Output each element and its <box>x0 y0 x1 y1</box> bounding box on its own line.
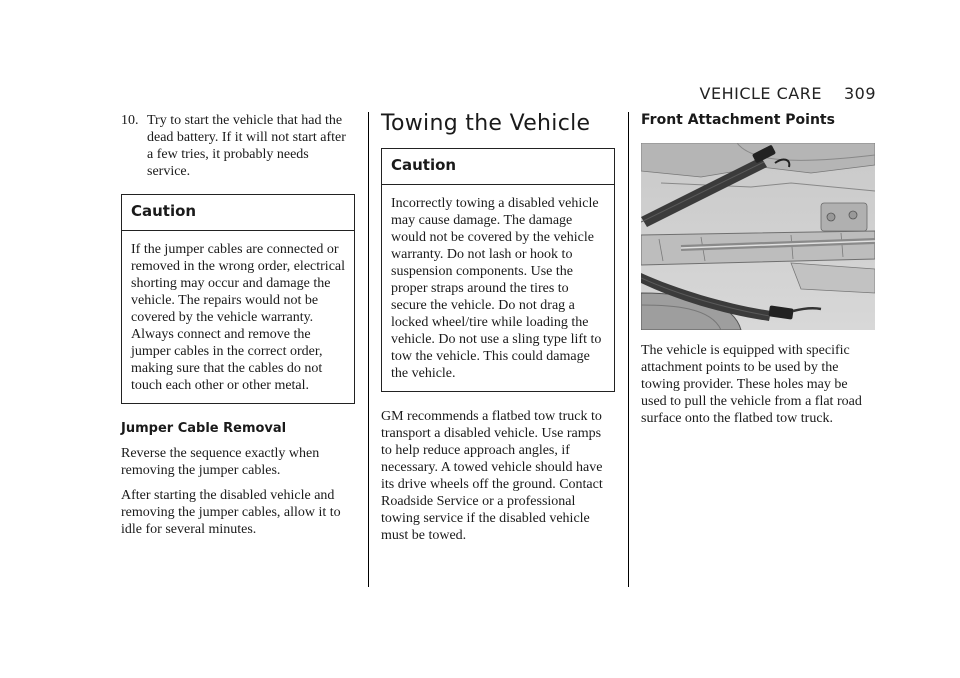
section-name: VEHICLE CARE <box>699 84 822 103</box>
column-divider <box>368 112 369 587</box>
subheading-jumper-cable-removal: Jumper Cable Removal <box>121 421 287 436</box>
column-divider <box>628 112 629 587</box>
section-title-towing: Towing the Vehicle <box>381 111 591 136</box>
step-item <box>121 112 355 180</box>
paragraph: The vehicle is equipped with specific attachment points to be used by the towing provider. These holes may be used to pull the vehicle from a flat road surface onto the flatbed tow truck. <box>641 343 862 426</box>
paragraph: GM recommends a flatbed tow truck to transport a disabled vehicle. Use ramps to help reduce approach angles, if necessary. A towed vehicle should have its drive wheels off the ground. Contact Roadside Service or a professional towing service if the disabled vehicle must be towed. <box>381 409 603 543</box>
page-number: 309 <box>843 84 876 103</box>
page-header <box>700 84 876 103</box>
caution-text: If the jumper cables are connected or removed in the wrong order, electrical shorting may occur and damage the vehicle. The repairs would not be covered by the vehicle warranty. Always connect and remove the jumper cables in the correct order, making sure that the cables do not touch each other or other metal. <box>131 242 346 393</box>
caution-title: Caution <box>382 149 614 185</box>
paragraph: After starting the disabled vehicle and removing the jumper cables, allow it to idle for several minutes. <box>121 488 341 537</box>
caution-box-jumper <box>121 194 355 404</box>
caution-text: Incorrectly towing a disabled vehicle may cause damage. The damage would not be covered by the vehicle warranty. Do not lash or hook to suspension components. Use the proper straps around the tires to secure the vehicle. Do not drag a locked wheel/tire while loading the vehicle. Do not use a sling type lift to tow the vehicle. This could damage the vehicle. <box>391 196 602 381</box>
step-number: 10. <box>121 113 139 128</box>
column-2 <box>381 112 615 552</box>
caution-title: Caution <box>122 195 354 231</box>
step-text: Try to start the vehicle that had the dead battery. If it will not start after a few tries, it probably needs service. <box>147 113 346 179</box>
front-attachment-illustration <box>641 143 875 330</box>
subsection-title-front-attachment: Front Attachment Points <box>641 112 835 128</box>
paragraph: Reverse the sequence exactly when removing the jumper cables. <box>121 446 320 478</box>
caution-box-towing <box>381 148 615 392</box>
column-1 <box>121 112 355 546</box>
column-3 <box>641 112 875 435</box>
